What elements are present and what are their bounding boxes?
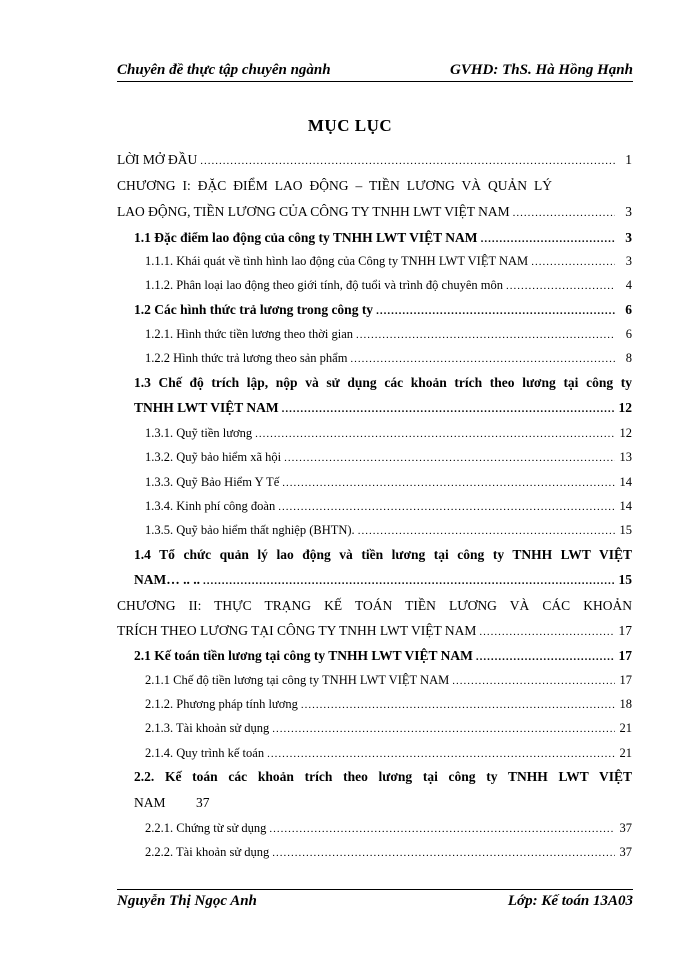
footer-author: Nguyễn Thị Ngọc Anh (117, 893, 257, 909)
toc-page-number: 17 (618, 648, 632, 663)
toc-entry-2-2-1[interactable] (145, 818, 632, 838)
toc-page-number: 15 (618, 572, 632, 587)
toc-entry-1-2[interactable] (134, 300, 632, 320)
toc-entry-1-1[interactable] (134, 228, 632, 248)
toc-entry-2-1-4[interactable] (145, 743, 632, 763)
toc-leader (200, 151, 615, 171)
toc-entry-1-2-2[interactable] (145, 348, 632, 368)
toc-entry-label: TNHH LWT VIỆT NAM (134, 400, 279, 415)
toc-entry-1-3-3[interactable] (145, 472, 632, 492)
toc-entry-label: LỜI MỞ ĐẦU (117, 152, 198, 167)
toc-page-number: 15 (619, 523, 632, 537)
toc-entry-2-1-1[interactable] (145, 670, 632, 690)
page-header (117, 57, 633, 82)
toc-page-number: 6 (625, 327, 632, 341)
toc-entry-label: 1.3.4. Kinh phí công đoàn (145, 499, 276, 513)
toc-page-number: 21 (619, 746, 632, 760)
toc-entry-2-2-line-2[interactable] (134, 793, 632, 813)
toc-entry-1-4-line-1[interactable] (134, 545, 632, 565)
toc-leader (358, 521, 615, 541)
toc-entry-label: 2.2.1. Chứng từ sử dụng (145, 821, 267, 835)
toc-entry-label: TRÍCH THEO LƯƠNG TẠI CÔNG TY TNHH LWT VIỆT NAM (117, 623, 477, 638)
toc-entry-label: NAM… .. .. (134, 572, 200, 587)
toc-leader (479, 622, 615, 642)
toc-entry-1-3-line-2[interactable] (134, 398, 632, 418)
toc-entry-2-1-3[interactable] (145, 718, 632, 738)
toc-entry-label: 2.1 Kế toán tiền lương tại công ty TNHH LWT VIỆT NAM (134, 648, 473, 663)
toc-page-number: 14 (619, 499, 632, 513)
toc-entry-1-1-1[interactable] (145, 251, 632, 271)
toc-entry-label: 1.2 Các hình thức trả lương trong công ty (134, 302, 374, 317)
toc-entry-label: 2.2. Kế toán các khoản trích theo lương tại công ty TNHH LWT VIỆT (134, 769, 632, 784)
toc-entry-1-4-line-2[interactable] (134, 570, 632, 590)
toc-entry-label: 1.4 Tổ chức quản lý lao động và tiền lương tại công ty TNHH LWT VIỆT (134, 547, 632, 562)
toc-entry-label: NAM (134, 795, 166, 810)
toc-leader (284, 448, 615, 468)
toc-leader (452, 671, 615, 691)
toc-page-number: 1 (625, 152, 632, 167)
toc-entry-label: 1.3.5. Quỹ bảo hiểm thất nghiệp (BHTN). (145, 523, 355, 537)
toc-leader (356, 325, 615, 345)
toc-leader (282, 473, 615, 493)
toc-entry-2-2-2[interactable] (145, 842, 632, 862)
toc-entry-2-1[interactable] (134, 646, 632, 666)
toc-leader (272, 843, 615, 863)
toc-entry-1-3-5[interactable] (145, 520, 632, 540)
toc-leader (376, 301, 615, 321)
toc-leader (272, 719, 615, 739)
toc-page-number: 37 (619, 845, 632, 859)
toc-page-number: 4 (625, 278, 632, 292)
toc-page-number: 3 (625, 230, 632, 245)
toc-entry-label: 1.3.3. Quỹ Bảo Hiểm Y Tế (145, 475, 280, 489)
toc-entry-1-3-1[interactable] (145, 423, 632, 443)
toc-entry-chapter-1-line-1[interactable] (117, 176, 632, 196)
toc-page-number: 17 (619, 673, 632, 687)
toc-leader (269, 819, 615, 839)
toc-entry-label: 2.1.4. Quy trình kế toán (145, 746, 265, 760)
toc-entry-1-2-1[interactable] (145, 324, 632, 344)
toc-leader (506, 276, 615, 296)
toc-page-number: 17 (618, 623, 632, 638)
toc-page-number: 12 (618, 400, 632, 415)
toc-leader (481, 229, 615, 249)
toc-entry-2-2-line-1[interactable] (134, 767, 632, 787)
toc-page-number: 8 (625, 351, 632, 365)
toc-entry-chapter-1-line-2[interactable] (117, 202, 632, 222)
toc-entry-1-3-line-1[interactable] (134, 373, 632, 393)
page-title: MỤC LỤC (307, 116, 393, 135)
toc-entry-2-1-2[interactable] (145, 694, 632, 714)
toc-entry-label: 1.2.2 Hình thức trả lương theo sản phẩm (145, 351, 348, 365)
toc-page-number: 37 (196, 795, 210, 810)
header-course-title: Chuyên đề thực tập chuyên ngành (117, 62, 331, 78)
toc-entry-label: 1.3 Chế độ trích lập, nộp và sử dụng các khoản trích theo lương tại công ty (134, 375, 632, 390)
toc-page-number: 21 (619, 721, 632, 735)
header-supervisor: GVHD: ThS. Hà Hồng Hạnh (450, 62, 633, 78)
toc-entry-label: LAO ĐỘNG, TIỀN LƯƠNG CỦA CÔNG TY TNHH LWT VIỆT NAM (117, 204, 510, 219)
toc-entry-label: 2.2.2. Tài khoản sử dụng (145, 845, 270, 859)
toc-entry-label: CHƯƠNG I: ĐẶC ĐIỂM LAO ĐỘNG – TIỀN LƯƠNG VÀ QUẢN LÝ (117, 178, 552, 193)
toc-leader (267, 744, 615, 764)
toc-entry-1-1-2[interactable] (145, 275, 632, 295)
toc-leader (513, 203, 615, 223)
toc-entry-1-3-4[interactable] (145, 496, 632, 516)
toc-entry-label: 1.3.1. Quỹ tiền lương (145, 426, 253, 440)
toc-entry-1-3-2[interactable] (145, 447, 632, 467)
toc-entry-label: 1.1.2. Phân loại lao động theo giới tính, độ tuổi và trình độ chuyên môn (145, 278, 503, 292)
toc-entry-label: 2.1.1 Chế độ tiền lương tại công ty TNHH LWT VIỆT NAM (145, 673, 450, 687)
toc-entry-chapter-2-line-2[interactable] (117, 621, 632, 641)
toc-entry-introduction[interactable] (117, 150, 632, 170)
toc-page-number: 3 (625, 254, 632, 268)
toc-entry-label: 1.3.2. Quỹ bảo hiểm xã hội (145, 450, 282, 464)
toc-page-number: 12 (619, 426, 632, 440)
toc-leader (255, 424, 615, 444)
toc-entry-label: 1.1 Đặc điểm lao động của công ty TNHH LWT VIỆT NAM (134, 230, 478, 245)
toc-entry-label: CHƯƠNG II: THỰC TRẠNG KẾ TOÁN TIỀN LƯƠNG VÀ CÁC KHOẢN (117, 598, 632, 613)
toc-leader (301, 695, 615, 715)
toc-page-number: 13 (619, 450, 632, 464)
toc-page-number: 6 (625, 302, 632, 317)
toc-entry-label: 1.1.1. Khái quát về tình hình lao động của Công ty TNHH LWT VIỆT NAM (145, 254, 529, 268)
page-footer (117, 889, 633, 915)
toc-page-number: 3 (625, 204, 632, 219)
toc-entry-chapter-2-line-1[interactable] (117, 596, 632, 616)
toc-leader (278, 497, 615, 517)
toc-leader (350, 349, 615, 369)
toc-page-number: 18 (619, 697, 632, 711)
toc-entry-label: 1.2.1. Hình thức tiền lương theo thời gian (145, 327, 353, 341)
toc-leader (476, 647, 615, 667)
toc-leader (531, 252, 615, 272)
toc-entry-label: 2.1.3. Tài khoản sử dụng (145, 721, 270, 735)
toc-page-number: 14 (619, 475, 632, 489)
toc-leader (282, 399, 615, 419)
toc-entry-label: 2.1.2. Phương pháp tính lương (145, 697, 298, 711)
footer-class: Lớp: Kế toán 13A03 (507, 893, 633, 909)
toc-leader (203, 571, 615, 591)
toc-page-number: 37 (619, 821, 632, 835)
